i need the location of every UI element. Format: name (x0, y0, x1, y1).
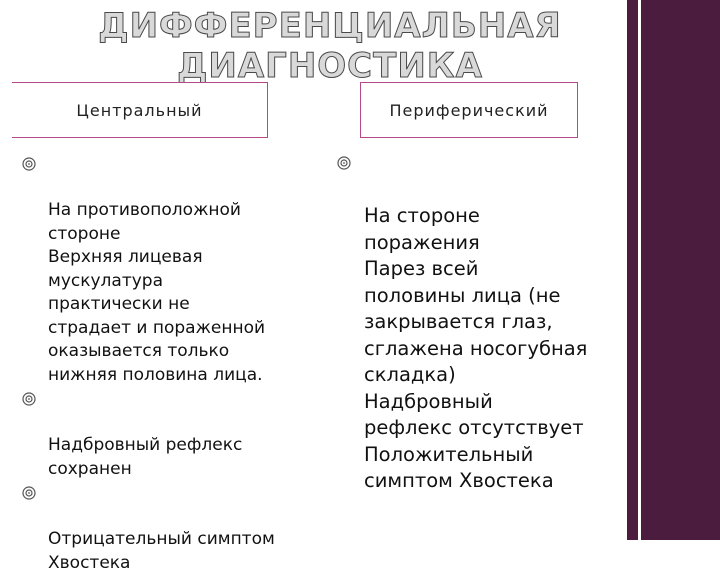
target-bullet-icon (22, 486, 36, 500)
right-column-header (360, 82, 578, 138)
right-column-header-label: Периферический (389, 100, 549, 120)
list-item-text: Отрицательный симптом Хвостека (48, 529, 275, 573)
slide-title-line-1: ДИФФЕРЕНЦИАЛЬНАЯ (98, 6, 562, 46)
left-column-header (12, 82, 268, 138)
list-item-text: На противоположной стороне Верхняя лицевая мускулатура практически не страдает и пораженной оказывается только нижняя половина лица. (48, 200, 266, 385)
target-bullet-icon (337, 156, 351, 170)
left-column-list (22, 152, 307, 575)
target-bullet-icon (22, 392, 36, 406)
side-decoration-line (638, 0, 641, 540)
list-item (22, 387, 307, 481)
list-item-text: На стороне поражения Парез всей половины лица (не закрывается глаз, сглажена носогубная складка) Надбровный рефлекс отсутствует Положительный симптом Хвостека (364, 204, 588, 492)
slide-title-line-2: ДИАГНОСТИКА (177, 46, 483, 86)
list-item-text: Надбровный рефлекс сохранен (48, 435, 243, 479)
slide-title (90, 6, 570, 86)
left-column-header-label: Центральный (76, 100, 203, 120)
target-bullet-icon (22, 157, 36, 171)
list-item (22, 152, 307, 387)
list-item (337, 150, 617, 495)
list-item (22, 481, 307, 575)
right-column-list (337, 150, 617, 495)
